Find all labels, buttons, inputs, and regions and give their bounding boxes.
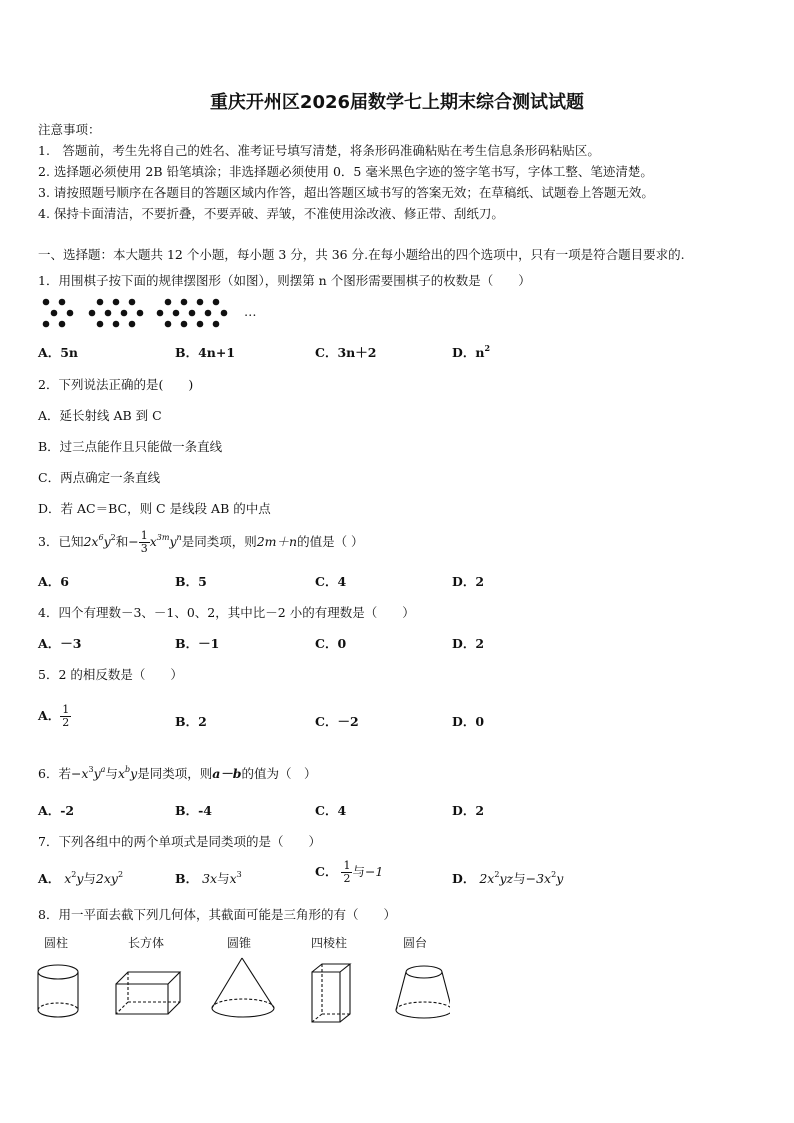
q1-option-d: D．$n^2$ [452, 343, 491, 360]
note-item-4: 4. 保持卡面清洁，不要折叠，不要弄破、弄皱，不准使用涂改液、修正带、刮纸刀。 [38, 206, 504, 221]
note-item-1: 1. 答题前，考生先将自己的姓名、准考证号填写清楚，将条形码准确粘贴在考生信息条形码粘贴区。 [38, 143, 600, 158]
notes-heading: 注意事项： [38, 122, 101, 137]
q2-option-a: A．延长射线 AB 到 C [38, 408, 162, 423]
cuboid-shape [116, 972, 180, 1014]
label-cuboid: 长方体 [128, 936, 165, 950]
ellipsis: … [244, 304, 257, 319]
q5-option-c: C．－2 [315, 714, 359, 729]
q4-option-c: C．0 [315, 636, 347, 651]
q3-option-c: C．4 [315, 574, 347, 589]
note-item-3: 3. 请按照题号顺序在各题目的答题区域内作答，超出答题区域书写的答案无效；在草稿纸、试题卷上答题无效。 [38, 185, 654, 200]
fraction-one-third: $\frac{1}{3}$ [140, 529, 148, 555]
q6-option-d: D．2 [452, 803, 485, 818]
question-3-stem: 3．已知$2x^6y^2$和− $\frac{1}{3}$ $x^{3m}y^n$是同类项，则2m＋n的值是（ ） [38, 529, 364, 555]
q3-option-d: D．2 [452, 574, 485, 589]
q4-option-a: A．－3 [38, 636, 82, 651]
question-5-stem: 5．2 的相反数是（ ） [38, 667, 183, 682]
q7-option-a: A． $x^2y$与$2xy^2$ [38, 870, 124, 886]
q4-option-d: D．2 [452, 636, 485, 651]
label-cylinder: 圆柱 [44, 936, 69, 950]
question-8-stem: 8．用一平面去截下列几何体，其截面可能是三角形的有（ ） [38, 907, 396, 922]
fraction-one-half: $\frac{1}{2}$ [62, 703, 70, 729]
q3-option-b: B．5 [175, 574, 207, 589]
fraction-one-half-c: $\frac{1}{2}$ [343, 859, 351, 885]
note-item-2: 2. 选择题必须使用 2B 铅笔填涂；非选择题必须使用 0．5 毫米黑色字迹的签字笔书写，字体工整、笔迹清楚。 [38, 164, 653, 179]
label-frustum: 圆台 [403, 936, 428, 950]
label-cone: 圆锥 [227, 936, 252, 950]
question-1-stem: 1．用围棋子按下面的规律摆图形（如图），则摆第 n 个图形需要围棋子的枚数是（ ） [38, 273, 531, 288]
q6-option-c: C．4 [315, 803, 347, 818]
question-2-stem: 2．下列说法正确的是( ) [38, 377, 194, 392]
section-heading: 一、选择题：本大题共 12 个小题，每小题 3 分，共 36 分.在每小题给出的四个选项中，只有一项是符合题目要求的. [38, 247, 685, 262]
q5-option-b: B．2 [175, 714, 207, 729]
page-title: 重庆开州区2026届数学七上期末综合测试试题 [209, 92, 585, 113]
cone-shape [212, 958, 274, 1017]
solids-figure [30, 952, 450, 1032]
q5-option-a: A． $\frac{1}{2}$ [38, 703, 70, 729]
q1-option-b: B．4n+1 [175, 345, 236, 360]
q7-option-d: D． $2x^2yz$与$-3x^2y$ [452, 870, 564, 886]
q1-option-a: A．5n [38, 345, 78, 360]
q2-option-b: B．过三点能作且只能做一条直线 [38, 439, 223, 454]
question-6-stem: 6．若$-x^3y^a$与$x^by$是同类项，则a－b的值为（ ） [38, 765, 317, 781]
frustum-shape [396, 966, 450, 1018]
question-4-stem: 4．四个有理数－3、－1、0、2，其中比－2 小的有理数是（ ） [38, 605, 415, 620]
q1-option-c: C．3n＋2 [315, 345, 377, 360]
q7-option-b: B． 3x与$x^3$ [175, 870, 242, 886]
q5-option-d: D．0 [452, 714, 485, 729]
q4-option-b: B．－1 [175, 636, 220, 651]
prism-shape [312, 964, 350, 1022]
go-stone-pattern-figure [40, 296, 260, 332]
q2-option-d: D．若 AC＝BC，则 C 是线段 AB 的中点 [38, 501, 271, 516]
q2-option-c: C．两点确定一条直线 [38, 470, 161, 485]
cylinder-shape [38, 965, 78, 1017]
q6-option-a: A．-2 [38, 803, 75, 818]
question-7-stem: 7．下列各组中的两个单项式是同类项的是（ ） [38, 834, 321, 849]
q6-option-b: B．-4 [175, 803, 212, 818]
q3-option-a: A．6 [38, 574, 69, 589]
q7-option-c: C． $\frac{1}{2}$ 与−1 [315, 859, 384, 885]
label-prism: 四棱柱 [311, 936, 348, 950]
